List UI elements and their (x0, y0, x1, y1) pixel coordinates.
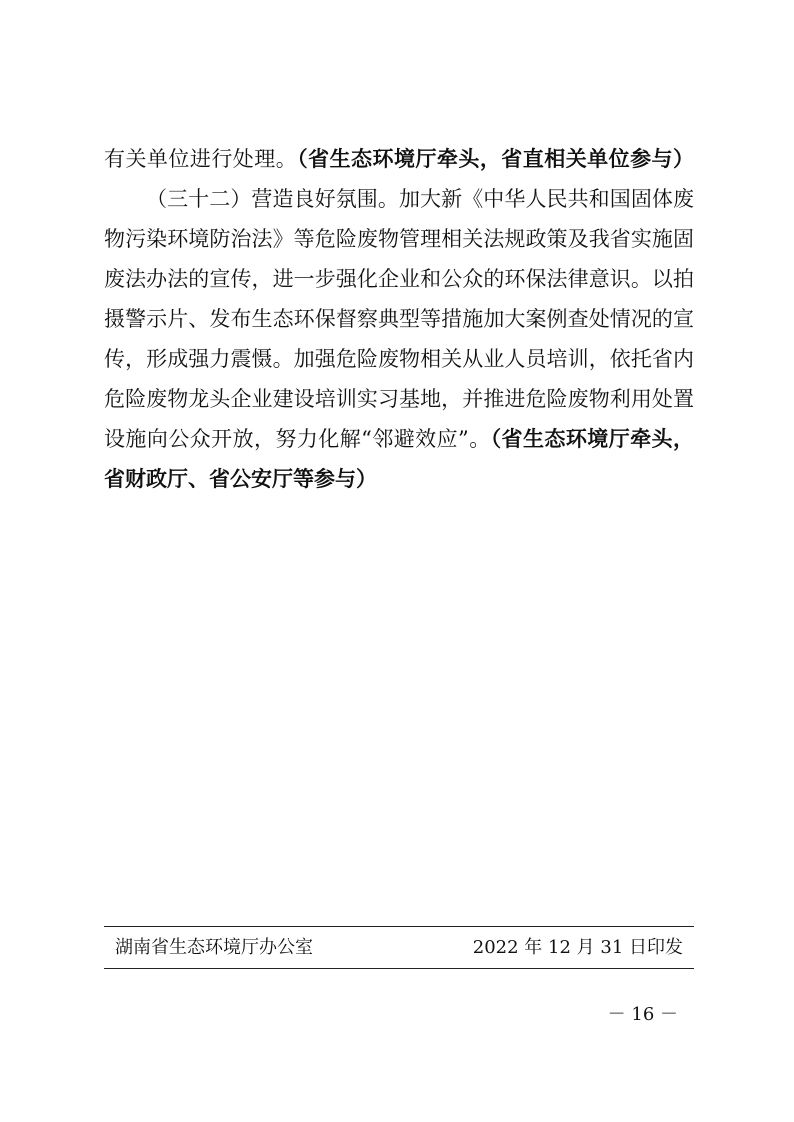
line-bold-text: （省生态环境厅牵头， (490, 427, 694, 451)
line-text: 有关单位进行处理。 (104, 147, 298, 171)
footer-issuer: 湖南省生态环境厅办公室 (115, 937, 313, 958)
paragraph-line (104, 339, 694, 379)
footer-bottom-rule (104, 968, 694, 969)
paragraph-line (104, 179, 694, 219)
paragraph-line (104, 139, 694, 179)
line-text: 危险废物龙头企业建设培训实习基地，并推进危险废物利用处置 (104, 387, 694, 411)
footer-top-rule (104, 926, 694, 927)
line-text: 物污染环境防治法》等危险废物管理相关法规政策及我省实施固 (104, 227, 694, 251)
footer-date: 2022 年 12 月 31 日印发 (472, 937, 683, 958)
line-text: 传，形成强力震慑。加强危险废物相关从业人员培训，依托省内 (104, 347, 694, 371)
line-text: 废法办法的宣传，进一步强化企业和公众的环保法律意识。以拍 (104, 267, 694, 291)
line-text: 摄警示片、发布生态环保督察典型等措施加大案例查处情况的宣 (104, 307, 694, 331)
footer-row (115, 934, 683, 962)
paragraph-line (104, 459, 694, 499)
paragraph-line (104, 219, 694, 259)
paragraph-line (104, 299, 694, 339)
page-number: － 16 － (607, 1004, 678, 1025)
line-bold-text: 省财政厅、省公安厅等参与） (104, 467, 377, 491)
paragraph-line (104, 419, 694, 459)
line-text: （三十二）营造良好氛围。加大新《中华人民共和国固体废 (146, 187, 694, 211)
line-bold-text: （省生态环境厅牵头，省直相关单位参与） (297, 147, 694, 171)
line-text: 设施向公众开放，努力化解“邻避效应”。 (104, 427, 491, 451)
paragraph-line (104, 259, 694, 299)
paragraph-line (104, 379, 694, 419)
body-text (104, 139, 694, 499)
